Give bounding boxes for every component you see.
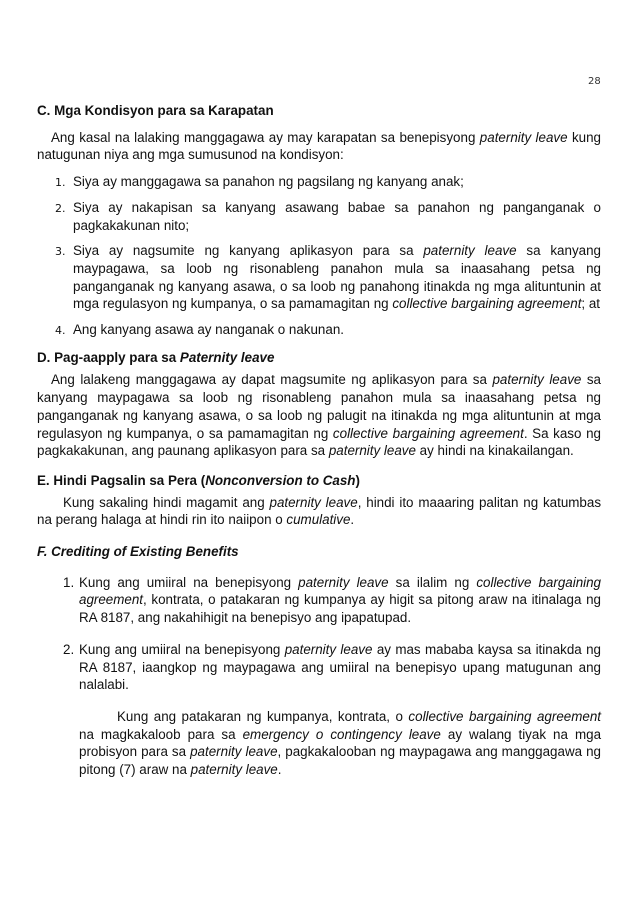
italic-term: paternity leave — [269, 494, 358, 510]
list-item-number: 1. — [63, 574, 75, 590]
list-item — [37, 321, 601, 339]
section-c-intro — [37, 129, 601, 164]
text-run: , pagkakalooban ng maypagawa ang manggagawa ng pitong (7) araw na — [79, 744, 601, 778]
text-run: na magkakaloob para sa — [79, 726, 243, 742]
italic-term: paternity leave — [492, 372, 582, 388]
section-f-list — [37, 574, 601, 694]
text-run: . — [350, 512, 355, 528]
list-item-text — [73, 174, 464, 189]
list-item-text — [79, 642, 601, 692]
italic-term: collective bargaining agreement — [392, 296, 582, 312]
list-item — [37, 199, 601, 234]
section-d-heading — [37, 349, 601, 367]
text-run: Siya ay nagsumite ng kanyang aplikasyon para sa — [73, 243, 424, 259]
text-run: Ang kanyang asawa ay nanganak o nakunan. — [73, 322, 344, 338]
text-run: sa kanyang maypagawa, sa loob ng risonableng panahon mula sa inaasahang petsa ng panganganak ng kanyang asawa, o sa loob ng panahong itinakda ng mga alituntunin at mga regulasyon ng kumpanya, o sa pamamagitan ng — [73, 243, 601, 312]
list-item-text — [73, 322, 344, 337]
section-e-heading-italic: Nonconversion to Cash — [205, 472, 356, 488]
list-item-number: 4. — [55, 324, 66, 338]
section-e-heading-text: E. Hindi Pagsalin sa Pera ( — [37, 472, 206, 488]
section-d-body — [37, 371, 601, 460]
section-c-heading: C. Mga Kondisyon para sa Karapatan — [37, 103, 274, 118]
text-run: ay walang tiyak na mga probisyon para sa — [79, 726, 602, 760]
italic-term: paternity leave — [479, 129, 568, 145]
list-item — [37, 641, 601, 694]
italic-term: cumulative — [286, 512, 351, 528]
list-item-text — [73, 200, 601, 233]
document-body — [37, 102, 601, 779]
text-run: Kung ang umiiral na benepisyong — [79, 574, 299, 590]
text-run: ay hindi na kinakailangan. — [415, 443, 574, 459]
list-item-text — [73, 243, 601, 311]
text-run: Kung sakaling hindi magamit ang — [63, 494, 270, 510]
italic-term: paternity leave — [423, 243, 517, 259]
list-item-number: 1. — [55, 176, 66, 190]
italic-term: collective bargaining agreement — [332, 425, 524, 441]
text-run: Siya ay manggagawa sa panahon ng pagsilang ng kanyang anak; — [73, 174, 464, 190]
text-run: sa ilalim ng — [388, 574, 477, 590]
text-run: . — [277, 762, 282, 778]
text-run: , kontrata, o patakaran ng kumpanya ay higit sa pitong araw na itinalaga ng RA 8187, ang nakahihigit na benepisyo ang ipapatupad. — [79, 592, 601, 626]
list-item — [37, 574, 601, 627]
text-run: Kung ang patakaran ng kumpanya, kontrata, o — [117, 708, 409, 724]
list-item — [37, 242, 601, 313]
italic-term: collective bargaining agreement — [79, 574, 602, 608]
page-number: 28 — [588, 76, 601, 87]
section-f-closing — [79, 708, 601, 779]
list-item — [37, 173, 601, 191]
text-run: Ang kasal na lalaking manggagawa ay may karapatan sa benepisyong — [51, 129, 480, 145]
list-item-number: 2. — [63, 641, 75, 657]
text-run: ay mas mababa kaysa sa itinakda ng RA 8187, iaangkop ng maypagawa ang umiiral na benepisyo upang matugunan ang nalalabi. — [79, 641, 601, 693]
text-run: ; at — [581, 296, 601, 312]
text-run: Siya ay nakapisan sa kanyang asawang babae sa panahon ng panganganak o pagkakakunan nito; — [73, 199, 601, 233]
section-e-heading — [37, 472, 601, 490]
text-run: sa kanyang maypagawa sa loob ng risonableng panahon mula sa inaasahang petsa ng panganganak ng kanyang asawa, o sa loob ng palugit na itinakda ng mga alituntunin at mga regulasyon ng kumpanya, o sa pamamagitan ng — [37, 372, 601, 441]
italic-term: paternity leave — [190, 762, 278, 778]
section-c-conditions-list — [37, 173, 601, 339]
section-e-heading-close: ) — [355, 472, 360, 488]
italic-term: paternity leave — [298, 574, 389, 590]
italic-term: paternity leave — [190, 744, 278, 760]
text-run: , hindi ito maaaring palitan ng katumbas na perang halaga at hindi rin ito naiipon o — [37, 494, 602, 528]
list-item-number: 3. — [55, 245, 66, 259]
section-e-body — [37, 494, 601, 529]
list-item-text — [79, 575, 601, 625]
italic-term: collective bargaining agreement — [408, 708, 601, 724]
italic-term: paternity leave — [284, 641, 373, 657]
section-d-heading-italic: Paternity leave — [179, 349, 275, 365]
italic-term: emergency o contingency leave — [242, 726, 441, 742]
text-run: Kung ang umiiral na benepisyong — [79, 641, 285, 657]
section-f-heading: F. Crediting of Existing Benefits — [37, 544, 239, 560]
list-item-number: 2. — [55, 201, 66, 215]
text-run: kung natugunan niya ang mga sumusunod na kondisyon: — [37, 129, 601, 163]
text-run: . Sa kaso ng pagkakakunan, ang paunang aplikasyon para sa — [37, 425, 601, 459]
text-run: Ang lalakeng manggagawa ay dapat magsumite ng aplikasyon para sa — [51, 372, 493, 388]
italic-term: paternity leave — [328, 443, 416, 459]
section-d-heading-text: D. Pag-aapply para sa — [37, 349, 180, 365]
